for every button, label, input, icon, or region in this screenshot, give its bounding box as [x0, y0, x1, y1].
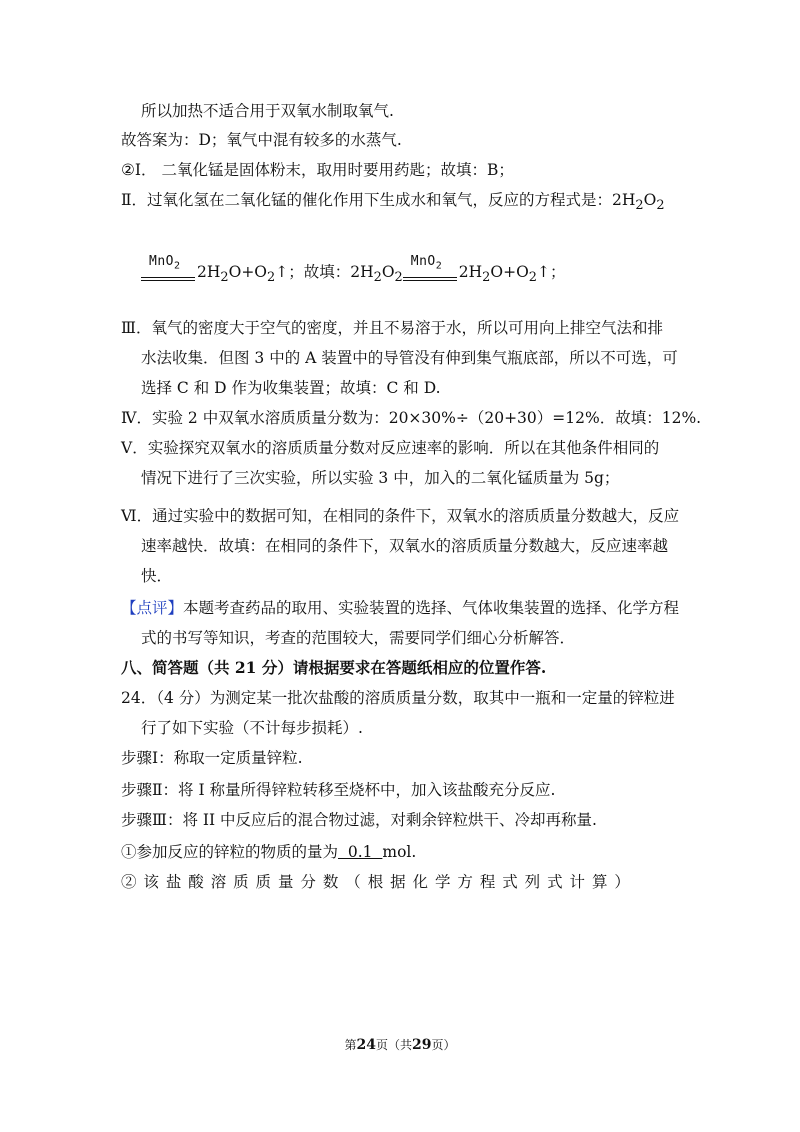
- text-line: Ⅱ．过氧化氢在二氧化锰的催化作用下生成水和氧气，反应的方程式是：$2H_2O_2$: [121, 191, 665, 214]
- subscript: 2: [635, 198, 644, 214]
- section-heading: 八、简答题（共 21 分）请根据要求在答题纸相应的位置作答.: [121, 658, 547, 677]
- step-text: 步骤Ⅱ：将 I 称量所得锌粒转移至烧杯中，加入该盐酸充分反应.: [121, 781, 556, 799]
- comment-tag: 【点评】: [121, 599, 184, 617]
- step-text: 步骤Ⅲ：将 II 中反应后的混合物过滤，对剩余锌粒烘干、冷却再称量.: [121, 811, 597, 829]
- subscript: 2: [656, 198, 665, 214]
- catalyst-label: MnO$_2$: [410, 254, 443, 272]
- text-span: Ⅱ．过氧化氢在二氧化锰的催化作用下生成水和氧气，反应的方程式是：2H: [121, 191, 636, 209]
- text-line: ②Ⅰ． 二氧化锰是固体粉末，取用时要用药匙；故填：B；: [121, 161, 514, 179]
- comment-text: 本题考查药品的取用、实验装置的选择、气体收集装置的选择、化学方程: [183, 599, 680, 617]
- text-line: Ⅲ．氧气的密度大于空气的密度，并且不易溶于水，所以可用向上排空气法和排: [121, 319, 663, 337]
- catalyst-arrow: [141, 254, 197, 289]
- text-line: Ⅵ．通过实验中的数据可知，在相同的条件下，双氧水的溶质质量分数越大，反应: [121, 507, 680, 525]
- text-line: Ⅴ．实验探究双氧水的溶质质量分数对反应速率的影响．所以在其他条件相同的: [121, 439, 660, 457]
- answer-blank: 0.1: [338, 843, 383, 861]
- text-line: 快．: [141, 567, 173, 585]
- text-line: 式的书写等知识，考查的范围较大，需要同学们细心分析解答．: [141, 629, 576, 647]
- equation-line: MnO$_2$ $2H_2O+O_2↑$；故填：$2H_2O_2$ MnO$_2$ $2H_2O+O_2↑$；: [141, 261, 566, 289]
- step-text: 步骤Ⅰ：称取一定质量锌粒.: [121, 749, 303, 767]
- question-text: 24．（4 分）为测定某一批次盐酸的溶质质量分数，取其中一瓶和一定量的锌粒进: [121, 689, 675, 707]
- text-line: Ⅳ．实验 2 中双氧水溶质质量分数为：20×30%÷（20+30）=12%．故填：12%.: [121, 409, 702, 427]
- comment-line: [121, 597, 679, 619]
- catalyst-label: MnO$_2$: [149, 254, 181, 272]
- page-number: 第24页（共29页）: [344, 1037, 456, 1053]
- catalyst-arrow: [403, 254, 459, 289]
- text-line: 所以加热不适合用于双氧水制取氧气.: [141, 102, 394, 120]
- answer-line: ①参加反应的锌粒的物质的量为 0.1 mol.: [121, 843, 417, 861]
- text-line: 故答案为：D；氧气中混有较多的水蒸气.: [121, 131, 402, 149]
- question-text: 行了如下实验（不计每步损耗）.: [141, 719, 363, 737]
- text-line: 情况下进行了三次实验，所以实验 3 中，加入的二氧化锰质量为 5g；: [141, 469, 620, 487]
- text-line: 速率越快．故填：在相同的条件下，双氧水的溶质质量分数越大，反应速率越: [141, 537, 669, 555]
- question-text: ② 该 盐 酸 溶 质 质 量 分 数 （ 根 据 化 学 方 程 式 列 式 计 算 ）: [121, 873, 631, 891]
- text-line: 水法收集．但图 3 中的 A 装置中的导管没有伸到集气瓶底部，所以不可选，可: [141, 349, 678, 367]
- text-line: 选择 C 和 D 作为收集装置；故填：C 和 D.: [141, 379, 441, 397]
